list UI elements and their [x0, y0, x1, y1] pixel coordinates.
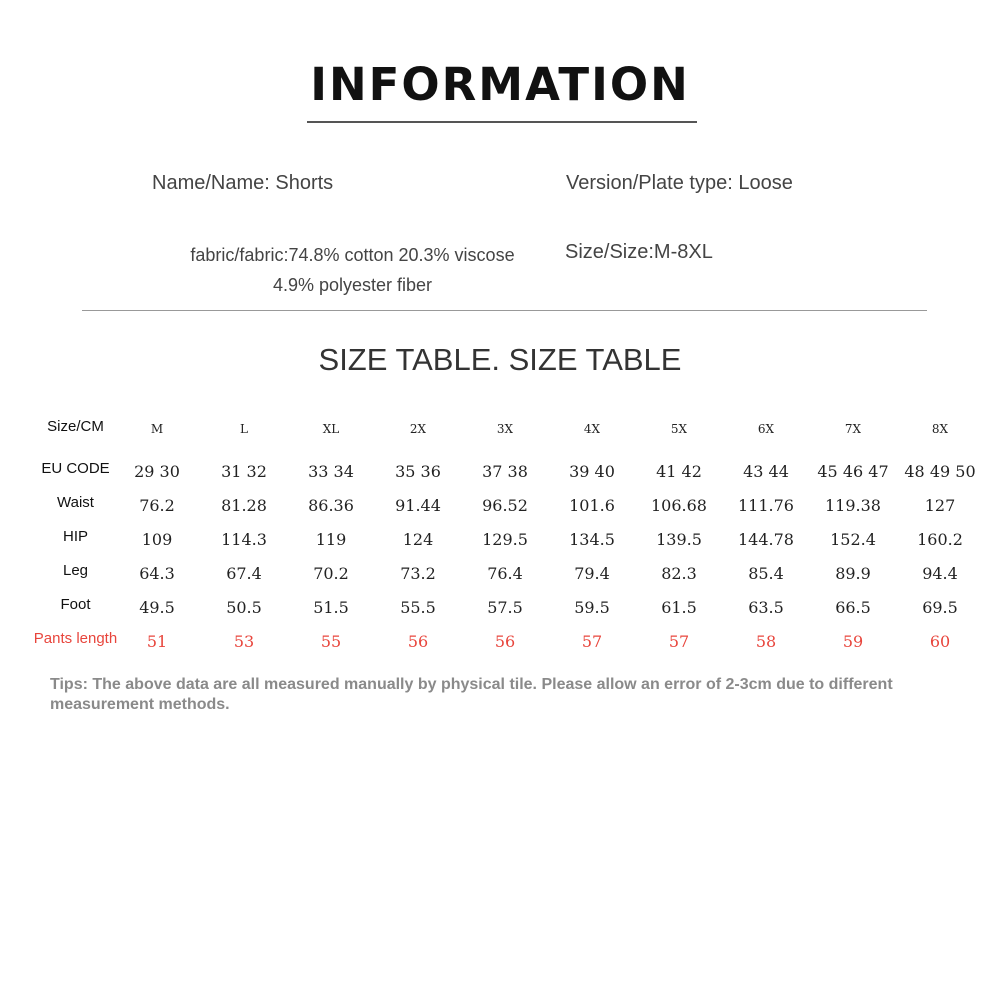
table-cell: 73.2 [400, 564, 436, 583]
table-cell: 101.6 [569, 496, 615, 515]
table-cell: 76.4 [487, 564, 523, 583]
table-cell: 76.2 [139, 496, 175, 515]
size-table-row [0, 596, 1000, 630]
size-header-cell: XL [322, 422, 340, 436]
row-label: Size/CM [47, 418, 104, 435]
table-cell: 63.5 [748, 598, 784, 617]
fabric-line-2: 4.9% polyester fiber [272, 275, 433, 295]
table-cell: 79.4 [574, 564, 610, 583]
size-header-cell: 3X [496, 422, 514, 436]
table-cell: 124 [402, 530, 434, 549]
table-cell: 61.5 [661, 598, 697, 617]
table-cell: 55.5 [400, 598, 436, 617]
table-cell: 53 [233, 632, 255, 651]
table-cell: 33 34 [308, 462, 354, 481]
table-cell: 56 [494, 632, 516, 651]
table-cell: 59 [842, 632, 864, 651]
table-cell: 119.38 [825, 496, 881, 515]
size-header-cell: 7X [844, 422, 862, 436]
table-cell: 57 [581, 632, 603, 651]
size-table-row [0, 630, 1000, 664]
table-cell: 89.9 [835, 564, 871, 583]
table-cell: 57.5 [487, 598, 523, 617]
table-cell: 37 38 [482, 462, 528, 481]
row-label: Waist [57, 494, 94, 511]
table-cell: 91.44 [395, 496, 441, 515]
table-cell: 67.4 [226, 564, 262, 583]
table-cell: 106.68 [651, 496, 707, 515]
table-cell: 29 30 [134, 462, 180, 481]
table-cell: 69.5 [922, 598, 958, 617]
row-label: HIP [62, 528, 88, 545]
table-cell: 152.4 [830, 530, 876, 549]
section-divider [82, 310, 927, 311]
table-cell: 45 46 47 [817, 462, 889, 481]
size-table-row [0, 528, 1000, 562]
row-label: Pants length [33, 630, 118, 647]
table-cell: 127 [924, 496, 956, 515]
title-underline [307, 121, 697, 123]
table-cell: 56 [407, 632, 429, 651]
table-cell: 129.5 [482, 530, 528, 549]
size-header-cell: 5X [670, 422, 688, 436]
size-table-title: SIZE TABLE. SIZE TABLE [318, 342, 682, 377]
table-cell: 86.36 [308, 496, 354, 515]
table-cell: 70.2 [313, 564, 349, 583]
table-cell: 55 [320, 632, 342, 651]
table-cell: 49.5 [139, 598, 175, 617]
table-cell: 109 [141, 530, 173, 549]
size-header-cell: 4X [583, 422, 601, 436]
table-cell: 59.5 [574, 598, 610, 617]
table-cell: 160.2 [917, 530, 963, 549]
table-cell: 58 [755, 632, 777, 651]
table-cell: 50.5 [226, 598, 262, 617]
table-cell: 81.28 [221, 496, 267, 515]
table-cell: 43 44 [743, 462, 789, 481]
table-cell: 85.4 [748, 564, 784, 583]
table-cell: 66.5 [835, 598, 871, 617]
row-label: Leg [62, 562, 89, 579]
size-header-cell: 2X [409, 422, 427, 436]
table-cell: 82.3 [661, 564, 697, 583]
fabric-line-1: fabric/fabric:74.8% cotton 20.3% viscose [190, 245, 515, 265]
size-header-cell: L [240, 422, 248, 436]
size-table-header-row [0, 418, 1000, 452]
table-cell: 35 36 [395, 462, 441, 481]
size-header-cell: M [150, 422, 164, 436]
table-cell: 64.3 [139, 564, 175, 583]
table-cell: 51 [146, 632, 168, 651]
size-table-row [0, 494, 1000, 528]
plate-type: Version/Plate type: Loose [566, 172, 793, 194]
tips-note: Tips: The above data are all measured manually by physical tile. Please allow an error of 2-3cm due to different measurement methods. [50, 676, 893, 713]
table-cell: 139.5 [656, 530, 702, 549]
table-cell: 114.3 [221, 530, 267, 549]
size-range: Size/Size:M-8XL [565, 241, 713, 263]
table-cell: 31 32 [221, 462, 267, 481]
size-table-row [0, 562, 1000, 596]
table-cell: 41 42 [656, 462, 702, 481]
fabric-composition [130, 240, 575, 300]
size-table-row [0, 460, 1000, 494]
table-cell: 96.52 [482, 496, 528, 515]
page-title: INFORMATION [310, 58, 690, 111]
table-cell: 48 49 50 [904, 462, 976, 481]
table-cell: 39 40 [569, 462, 615, 481]
size-header-cell: 8X [931, 422, 949, 436]
table-cell: 119 [315, 530, 347, 549]
size-header-cell: 6X [757, 422, 775, 436]
table-cell: 51.5 [313, 598, 349, 617]
product-name: Name/Name: Shorts [152, 172, 334, 194]
table-cell: 111.76 [738, 496, 794, 515]
row-label: EU CODE [41, 460, 110, 477]
row-label: Foot [60, 596, 91, 613]
table-cell: 144.78 [738, 530, 794, 549]
table-cell: 94.4 [922, 564, 958, 583]
table-cell: 60 [929, 632, 951, 651]
table-cell: 57 [668, 632, 690, 651]
table-cell: 134.5 [569, 530, 615, 549]
